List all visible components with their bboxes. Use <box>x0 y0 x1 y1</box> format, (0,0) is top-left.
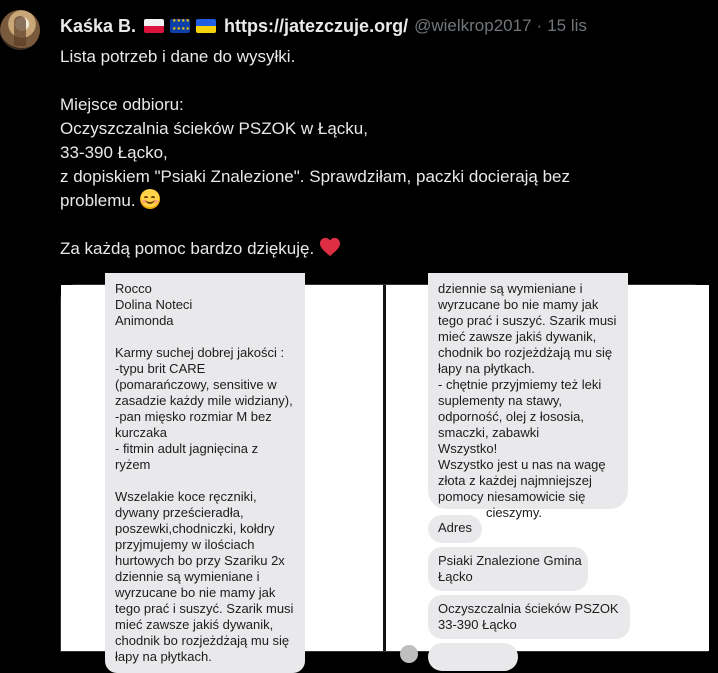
message-line: hurtowych bo przy Szariku 2x <box>115 553 285 568</box>
message-line: poszewki,chodniczki, kołdry <box>115 521 275 536</box>
message-line: mieć zawsze jakiś dywanik, <box>438 329 597 344</box>
screenshot-right <box>386 281 709 651</box>
message-line: łapy na płytkach. <box>438 361 535 376</box>
message-line: dziennie są wymieniane i <box>115 569 260 584</box>
tweet-line-text: Za każdą pomoc bardzo dziękuję. <box>60 239 315 258</box>
screenshot-left <box>61 281 383 664</box>
eu-flag-icon <box>170 19 190 33</box>
message-bubble-needs-continued <box>428 273 628 520</box>
message-bubble-partial <box>428 643 518 671</box>
message-line: - fitmin adult jagnięcina z <box>115 441 259 456</box>
message-line: dywany prześcieradła, <box>115 505 244 520</box>
message-bubble-psiaki <box>428 547 588 591</box>
message-line: Animonda <box>115 313 174 328</box>
message-line: przyjmujemy w ilościach <box>115 537 255 552</box>
tweet-line-with-emoji <box>60 237 700 261</box>
message-line: suplementy na stawy, <box>438 393 563 408</box>
profile-url-link[interactable]: https://jatezczuje.org/ <box>224 15 409 36</box>
message-line: wyrzucane bo nie mamy jak <box>438 297 599 312</box>
message-bubble-oczyszczalnia <box>428 595 630 639</box>
message-line: odporność, olej z łososia, <box>438 409 584 424</box>
tweet-line: z dopiskiem "Psiaki Znalezione". Sprawdziłam, paczki docierają bez <box>60 167 571 186</box>
tweet-line: Oczyszczalnia ścieków PSZOK w Łącku, <box>60 119 368 138</box>
message-line: Psiaki Znalezione Gmina <box>438 553 582 568</box>
message-line: Wszystko! <box>438 441 498 456</box>
message-line: zasadzie każdy mile widziany), <box>115 393 293 408</box>
tweet-line: Lista potrzeb i dane do wysyłki. <box>60 47 296 66</box>
separator-dot: · <box>536 16 543 35</box>
message-line: tego prać i suszyć. Szarik musi <box>438 313 617 328</box>
message-line: 33-390 Łącko <box>438 617 517 632</box>
tweet-line: 33-390 Łącko, <box>60 143 168 162</box>
tweet-line <box>60 69 700 93</box>
message-line: -typu brit CARE <box>115 361 206 376</box>
message-line: (pomarańczowy, sensitive w <box>115 377 277 392</box>
message-line: Wszelakie koce ręczniki, <box>115 489 257 504</box>
avatar[interactable] <box>0 10 40 50</box>
tweet-line-with-emoji <box>60 189 700 213</box>
message-line: mieć zawsze jakiś dywanik, <box>115 617 274 632</box>
tweet-date[interactable]: 15 lis <box>547 16 587 35</box>
message-line: wyrzucane bo nie mamy jak <box>115 585 276 600</box>
message-line: dziennie są wymieniane i <box>438 281 583 296</box>
message-line: kurczaka <box>115 425 168 440</box>
tweet-text <box>60 45 700 261</box>
message-line: tego prać i suszyć. Szarik musi <box>115 601 294 616</box>
message-line: Adres <box>438 520 472 535</box>
smiling-face-icon <box>140 189 160 209</box>
message-line: Dolina Noteci <box>115 297 193 312</box>
message-line: pomocy niesamowicie się <box>438 489 586 504</box>
message-line: smaczki, zabawki <box>438 425 540 440</box>
ukraine-flag-icon <box>196 19 216 33</box>
display-name[interactable]: Kaśka B. <box>60 15 137 36</box>
tweet-line-text: problemu. <box>60 191 136 210</box>
tweet-header <box>60 14 587 38</box>
message-bubble-adres <box>428 515 482 543</box>
message-line: Rocco <box>115 281 152 296</box>
message-line: cieszymy. <box>485 505 543 520</box>
message-line: ryżem <box>115 457 151 472</box>
user-handle[interactable]: @wielkrop2017 <box>414 16 532 35</box>
sender-avatar <box>400 645 418 663</box>
message-line: Karmy suchej dobrej jakości : <box>115 345 285 360</box>
message-line: złota z każdej najmniejszej <box>438 473 592 488</box>
message-bubble-needs-list <box>105 273 305 673</box>
message-line: Wszystko jest u nas na wagę <box>438 457 606 472</box>
poland-flag-icon <box>144 19 164 33</box>
message-line: chodnik bo rozjeżdżają mu się <box>438 345 613 360</box>
tweet-line: Miejsce odbioru: <box>60 95 184 114</box>
message-line: Oczyszczalnia ścieków PSZOK <box>438 601 619 616</box>
red-heart-icon <box>319 237 341 257</box>
message-line: łapy na płytkach. <box>115 649 212 664</box>
message-line: -pan mięsko rozmiar M bez <box>115 409 272 424</box>
message-line <box>115 473 295 489</box>
tweet-line <box>60 213 700 237</box>
message-line: Łącko <box>438 569 473 584</box>
message-line <box>115 329 295 345</box>
message-line: - chętnie przyjmiemy też leki <box>438 377 602 392</box>
message-line: chodnik bo rozjeżdżają mu się <box>115 633 290 648</box>
tweet-media-image[interactable] <box>60 281 708 664</box>
